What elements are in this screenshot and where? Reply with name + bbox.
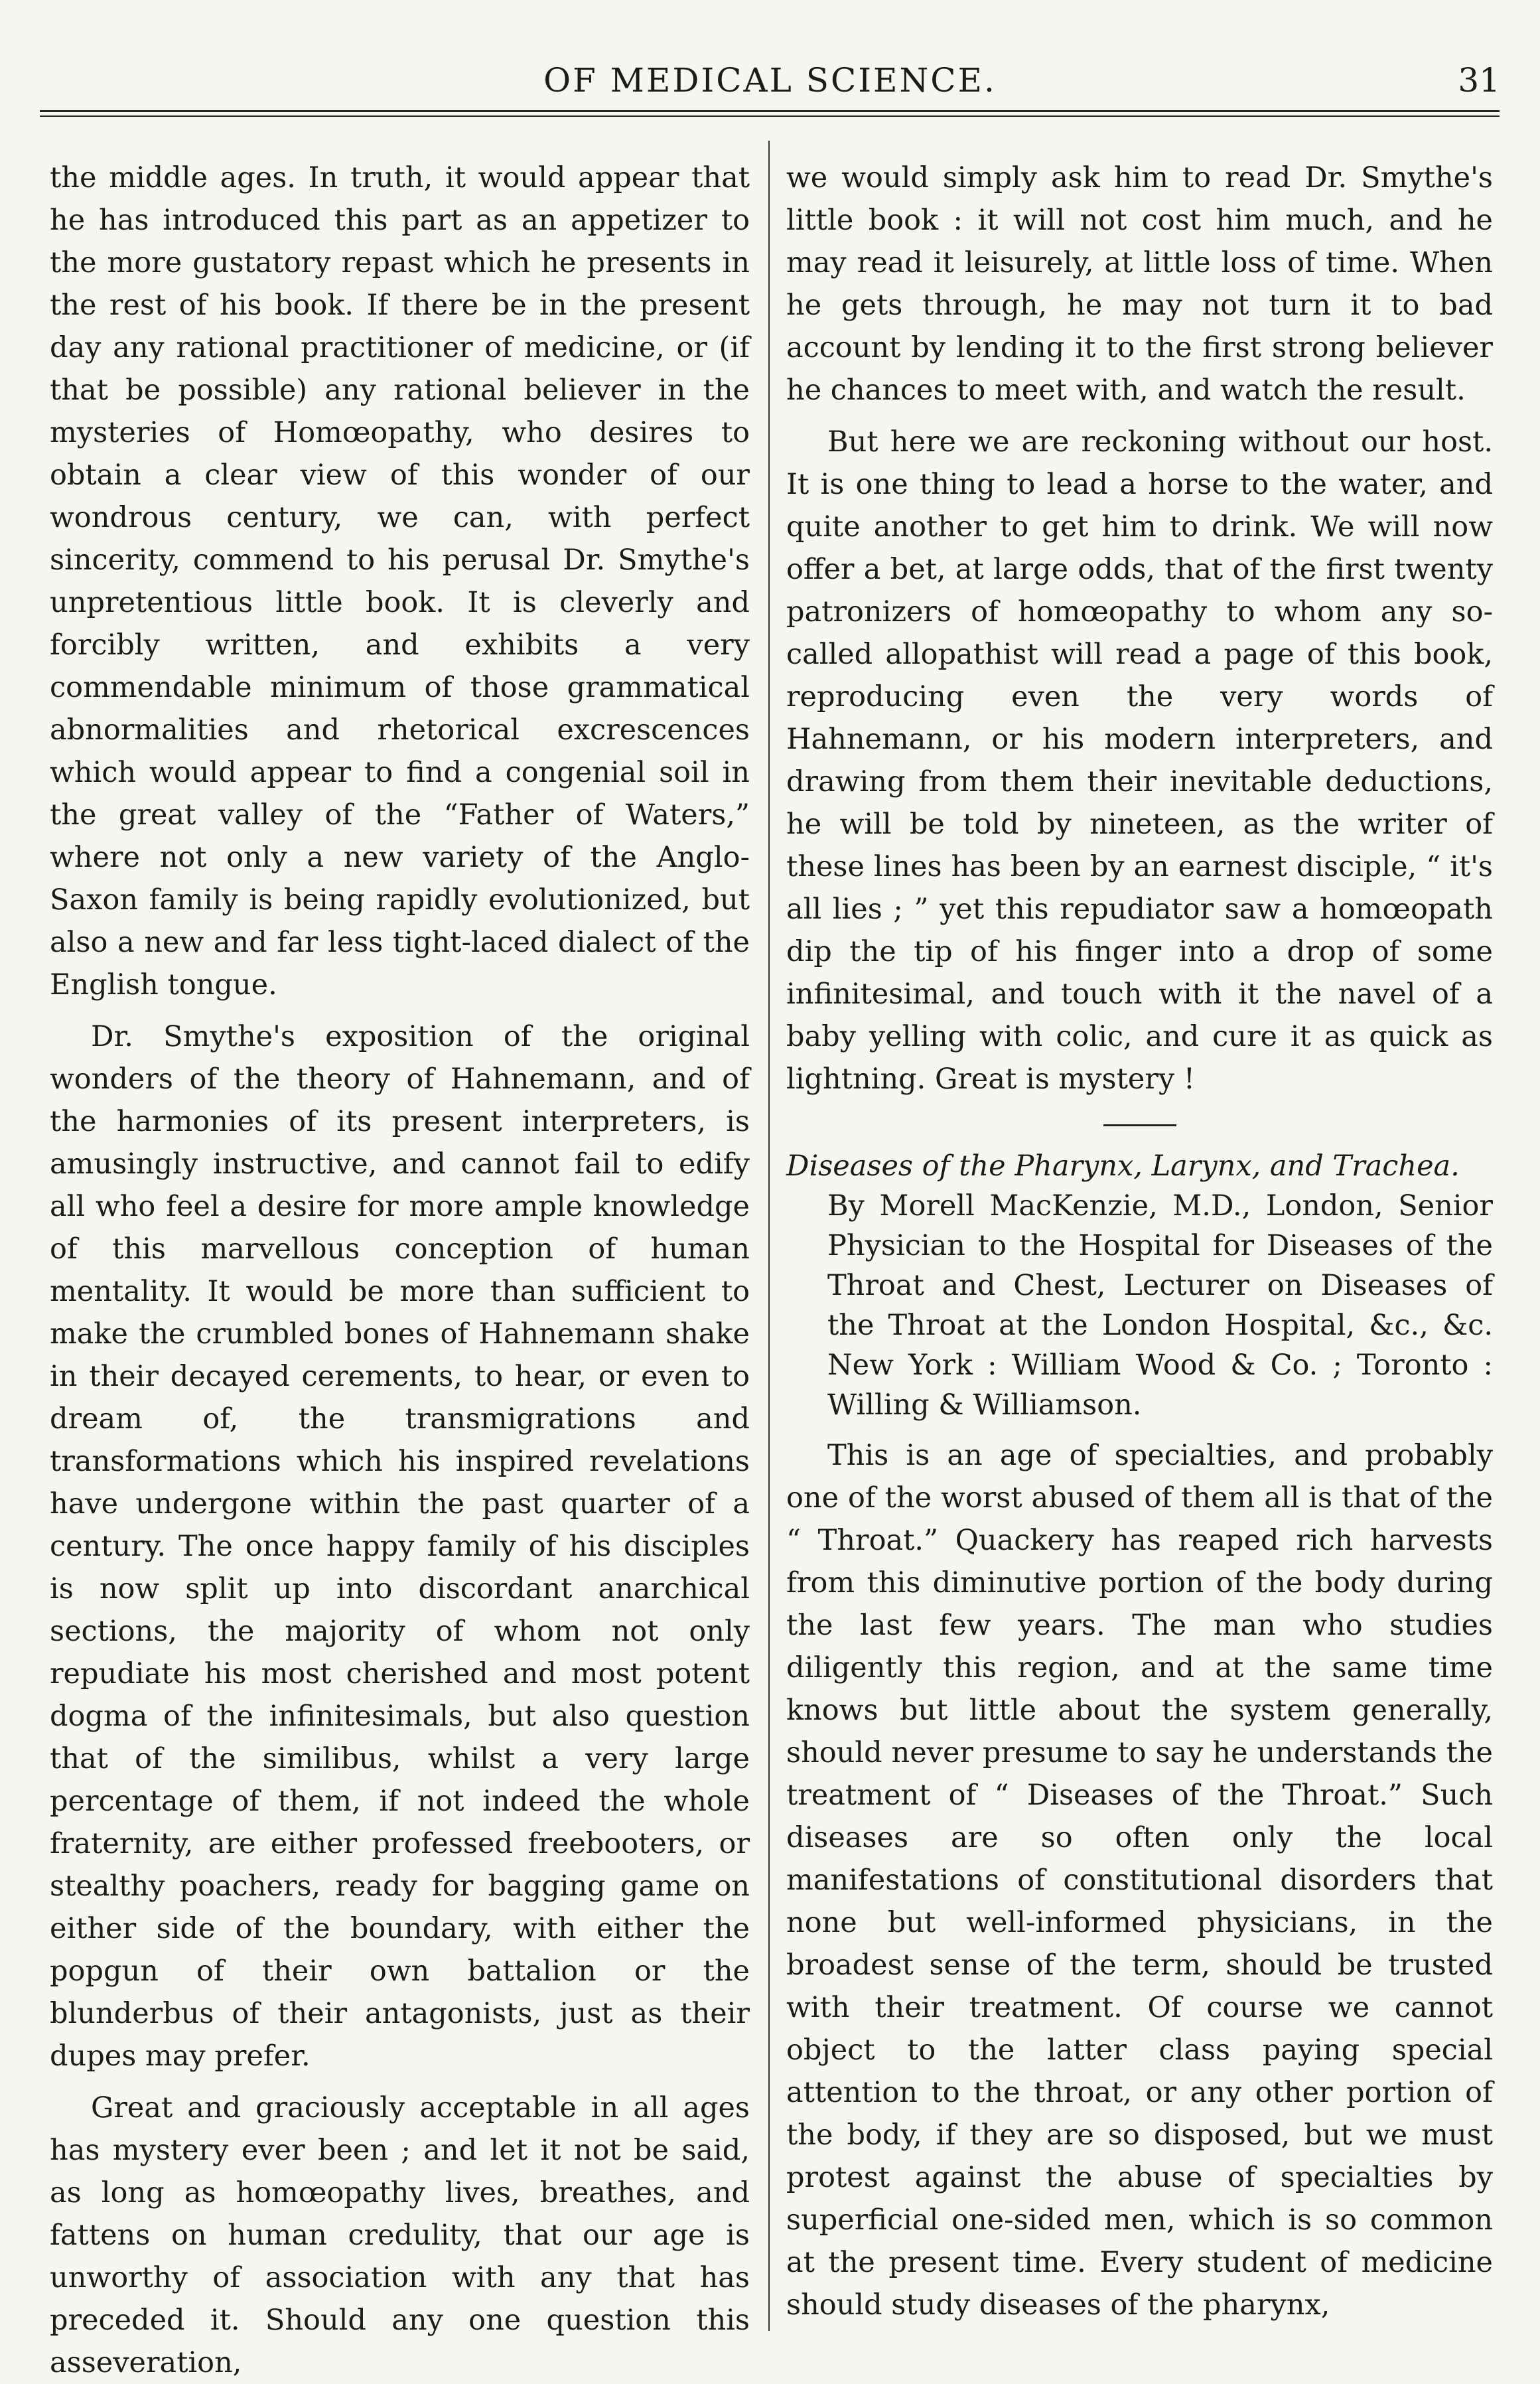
header-rule-secondary: [40, 115, 1500, 117]
paragraph: Great and graciously acceptable in all ages has mystery ever been ; and let it not be said, as long as homœopathy lives, breathes, and fattens on human credulity, that our age is unworthy of association with any that has preceded it. Should any one question this asseveration,: [50, 2091, 750, 2379]
column-divider: [768, 141, 770, 2331]
header-rule: [40, 110, 1500, 112]
paragraph: we would simply ask him to read Dr. Smythe's little book : it will not cost him much, and he may read it leisurely, at little loss of time. When he gets through, he may not turn it to bad account by lending it to the first strong believer he chances to meet with, and watch the result.: [786, 161, 1493, 407]
left-column: [50, 157, 750, 2384]
paragraph: Dr. Smythe's exposition of the original wonders of the theory of Hahnemann, and of the harmonies of its present interpreters, is amusingly instructive, and cannot fail to edify all who feel a desire for more ample knowledge of this marvellous conception of human mentality. It would be more than sufficient to make the crumbled bones of Hahnemann shake in their decayed cerements, to hear, or even to dream of, the transmigrations and transformations which his inspired revelations have undergone within the past quarter of a century. The once happy family of his disciples is now split up into discordant anarchical sections, the majority of whom not only repudiate his most cherished and most potent dogma of the infinitesimals, but also question that of the similibus, whilst a very large percentage of them, if not indeed the whole fraternity, are either professed freebooters, or stealthy poachers, ready for bagging game on either side of the boundary, with either the popgun of their own battalion or the blunderbus of their antagonists, just as their dupes may prefer.: [50, 1020, 750, 2073]
running-head: [0, 61, 1540, 108]
paragraph: But here we are reckoning without our host. It is one thing to lead a horse to the water, and quite another to get him to drink. We will now offer a bet, at large odds, that of the first twenty patronizers of homœopathy to whom any so-called allopathist will read a page of this book, reproducing even the very words of Hahnemann, or his modern interpreters, and drawing from them their inevitable deductions, he will be told by nineteen, as the writer of these lines has been by an earnest disciple, “ it's all lies ; ” yet this repudiator saw a homœopath dip the tip of his finger into a drop of some infinitesimal, and touch with it the navel of a baby yelling with colic, and cure it as quick as lightning. Great is mystery !: [786, 425, 1493, 1096]
page-number: 31: [1458, 61, 1500, 100]
review-bibliographic-info: By Morell MacKenzie, M.D., London, Senior Physician to the Hospital for Diseases of the Throat and Chest, Lecturer on Diseases of the Throat at the London Hospital, &c., &c. New York : William Wood & Co. ; Toronto : Willing & Williamson.: [827, 1189, 1493, 1422]
review-heading: [786, 1146, 1493, 1425]
running-title: OF MEDICAL SCIENCE.: [543, 61, 997, 100]
paragraph: This is an age of specialties, and probably one of the worst abused of them all is that of the “ Throat.” Quackery has reaped rich harvests from this diminutive portion of the body during the last few years. The man who studies diligently this region, and at the same time knows but little about the system generally, should never presume to say he understands the treatment of “ Diseases of the Throat.” Such diseases are so often only the local manifestations of constitutional disorders that none but well-informed physicians, in the broadest sense of the term, should be trusted with their treatment. Of course we cannot object to the latter class paying special attention to the throat, or any other portion of the body, if they are so disposed, but we must protest against the abuse of specialties by superficial one-sided men, which is so common at the present time. Every student of medicine should study diseases of the pharynx,: [786, 1439, 1493, 2322]
section-divider: [1103, 1124, 1176, 1126]
paragraph: the middle ages. In truth, it would appear that he has introduced this part as an appetizer to the more gustatory repast which he presents in the rest of his book. If there be in the present day any rational practitioner of medicine, or (if that be possible) any rational believer in the mysteries of Homœopathy, who desires to obtain a clear view of this wonder of our wondrous century, we can, with perfect sincerity, commend to his perusal Dr. Smythe's unpretentious little book. It is cleverly and forcibly written, and exhibits a very commendable minimum of those grammatical abnormalities and rhetorical excrescences which would appear to find a congenial soil in the great valley of the “Father of Waters,” where not only a new variety of the Anglo-Saxon family is being rapidly evolutionized, but also a new and far less tight-laced dialect of the English tongue.: [50, 161, 750, 1002]
review-title: Diseases of the Pharynx, Larynx, and Trachea.: [786, 1150, 1460, 1183]
right-column: [786, 157, 1493, 2326]
